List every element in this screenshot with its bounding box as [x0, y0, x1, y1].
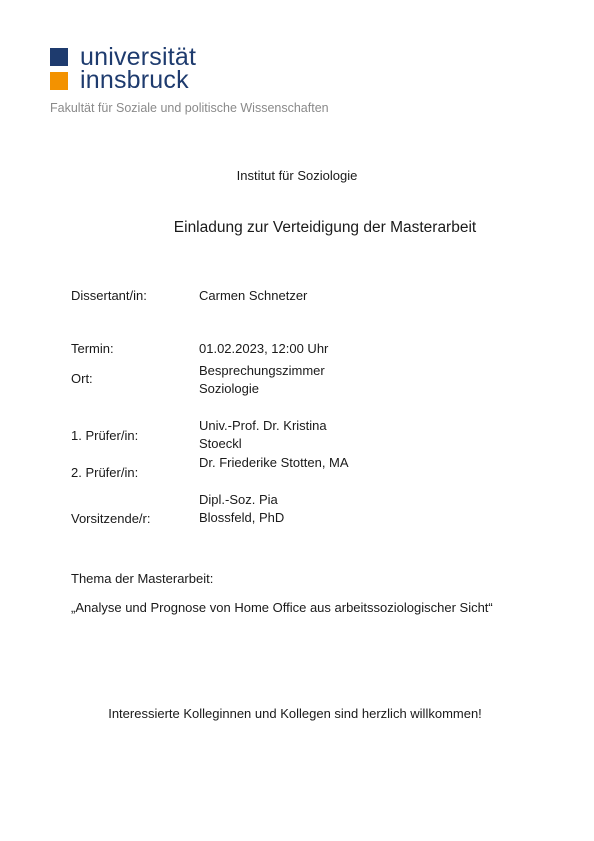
- pruefer2-value: Dr. Friederike Stotten, MA: [199, 455, 349, 470]
- institute-name: Institut für Soziologie: [236, 168, 358, 183]
- vorsitz-label: Vorsitzende/r:: [71, 511, 151, 526]
- university-logo: [50, 43, 250, 96]
- dissertant-label: Dissertant/in:: [71, 288, 147, 303]
- closing-note: Interessierte Kolleginnen und Kollegen sind herzlich willkommen!: [108, 706, 482, 721]
- document-heading: Einladung zur Verteidigung der Masterarbeit: [173, 219, 477, 236]
- vorsitz-value: Dipl.-Soz. Pia Blossfeld, PhD: [199, 492, 285, 525]
- thema-text: „Analyse und Prognose von Home Office aus arbeitssoziologischer Sicht“: [71, 600, 493, 615]
- ort-value: Besprechungszimmer Soziologie: [199, 363, 325, 396]
- dissertant-value: Carmen Schnetzer: [199, 288, 308, 303]
- pruefer2-label: 2. Prüfer/in:: [71, 465, 139, 480]
- thema-label: Thema der Masterarbeit:: [71, 571, 214, 586]
- pruefer1-value: Univ.-Prof. Dr. Kristina Stoeckl: [199, 418, 327, 451]
- logo-text-line1: universität: [80, 43, 197, 71]
- ort-label: Ort:: [71, 371, 93, 386]
- logo-text-line2: innsbruck: [80, 66, 189, 94]
- faculty-name: Fakultät für Soziale und politische Wissenschaften: [50, 101, 329, 115]
- pruefer1-label: 1. Prüfer/in:: [71, 428, 139, 443]
- termin-label: Termin:: [71, 341, 114, 356]
- logo-square-blue: [50, 48, 68, 66]
- termin-value: 01.02.2023, 12:00 Uhr: [199, 341, 329, 356]
- logo-square-orange: [50, 72, 68, 90]
